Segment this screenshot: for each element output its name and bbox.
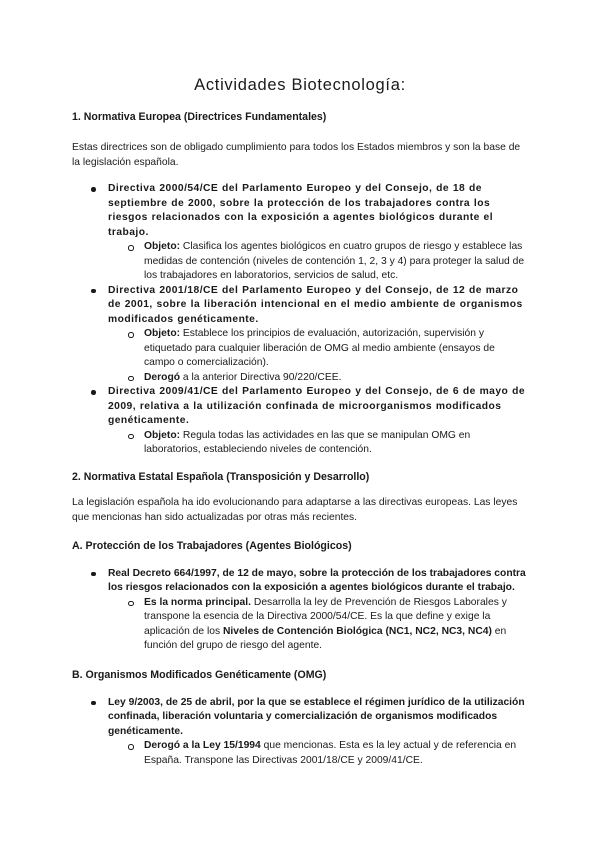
list-item: Objeto: Regula todas las actividades en las que se manipulan OMG en laboratorios, estableciendo niveles de contención. (108, 429, 528, 458)
section-2-intro: La legislación española ha ido evolucionando para adaptarse a las directivas europeas. Las leyes que mencionas han sido actualizadas por otras más recientes. (72, 496, 518, 523)
list-item: Derogó a la Ley 15/1994 que mencionas. Esta es la ley actual y de referencia en España. Transpone las Directivas 2001/18/CE y 2009/41/CE. (108, 739, 528, 768)
section-a-list (72, 567, 528, 654)
ley-9-2003-title: Ley 9/2003, de 25 de abril, por la que se establece el régimen jurídico de la utilización confinada, liberación voluntaria y comercialización de organismos modificados genéticamente. (108, 696, 525, 737)
directive-2009-41-title: Directiva 2009/41/CE del Parlamento Europeo y del Consejo, de 6 de mayo de 2009, relativa a la utilización confinada de microorganismos modificados genéticamente. (108, 386, 525, 426)
list-item: Es la norma principal. Desarrolla la ley de Prevención de Riesgos Laborales y transpone la esencia de la Directiva 2000/54/CE. Es la que define y exige la aplicación de los Niveles de Contención Biológica (NC1, NC2, NC3, NC4) en función del grupo de riesgo del agente. (108, 596, 528, 654)
page-title: Actividades Biotecnología: (194, 76, 406, 94)
list-item (72, 696, 528, 769)
list-item (72, 284, 528, 386)
section-b-list (72, 696, 528, 769)
section-1-list (72, 182, 528, 458)
directive-2000-54-title: Directiva 2000/54/CE del Parlamento Europeo y del Consejo, de 18 de septiembre de 2000, sobre la protección de los trabajadores contra los riesgos relacionados con la exposición a agentes biológicos durante el trabajo. (108, 183, 494, 238)
directive-2001-18-title: Directiva 2001/18/CE del Parlamento Europeo y del Consejo, de 12 de marzo de 2001, sobre la liberación intencional en el medio ambiente de organismos modificados genéticamente. (108, 284, 523, 325)
section-2-heading: 2. Normativa Estatal Española (Transposición y Desarrollo) (72, 470, 370, 483)
section-a-heading: A. Protección de los Trabajadores (Agentes Biológicos) (72, 539, 352, 552)
list-item (72, 567, 528, 654)
section-1-intro: Estas directrices son de obligado cumplimiento para todos los Estados miembros y son la base de la legislación española. (72, 142, 521, 168)
list-item (72, 385, 528, 458)
list-item (72, 182, 528, 284)
section-b-heading: B. Organismos Modificados Genéticamente (OMG) (72, 668, 327, 681)
section-1-heading: 1. Normativa Europea (Directrices Fundamentales) (72, 111, 327, 123)
list-item: Objeto: Clasifica los agentes biológicos en cuatro grupos de riesgo y establece las medidas de contención (niveles de contención 1, 2, 3 y 4) para proteger la salud de los trabajadores en laboratorios, servicios de salud, etc. (108, 240, 528, 284)
real-decreto-title: Real Decreto 664/1997, de 12 de mayo, sobre la protección de los trabajadores contra los riesgos relacionados con la exposición a agentes biológicos durante el trabajo. (108, 567, 526, 593)
list-item: Derogó a la anterior Directiva 90/220/CEE. (108, 371, 528, 386)
list-item: Objeto: Establece los principios de evaluación, autorización, supervisión y etiquetado para cualquier liberación de OMG al medio ambiente (ensayos de campo o comercialización). (108, 327, 528, 371)
